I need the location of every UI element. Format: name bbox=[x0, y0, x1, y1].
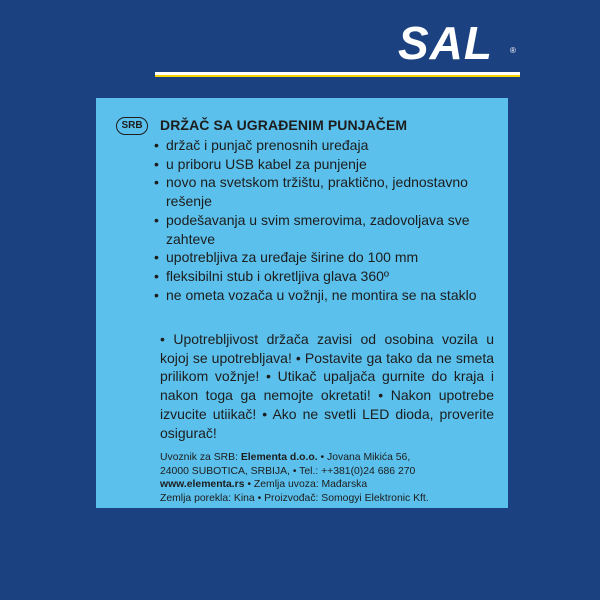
sal-logo bbox=[398, 18, 520, 68]
feature-item: • novo na svetskom tržištu, praktično, jednostavno rešenje bbox=[154, 173, 494, 210]
importer-line-1 bbox=[160, 451, 500, 465]
feature-item: • podešavanja u svim smerovima, zadovoljava sve zahteve bbox=[154, 211, 494, 248]
feature-item: • držač i punjač prenosnih uređaja bbox=[154, 136, 494, 155]
usage-warning: • Upotrebljivost držača zavisi od osobina vozila u kojoj se upotrebljava! • Postavite ga tako da ne smeta prilikom vožnje! • Utikač upaljača gurnite do kraja i nakon toga ga nemojte okretati! • Nakon upotrebe izvucite utiikač! • Ako ne svetli LED dioda, proverite osigurač! bbox=[160, 331, 494, 441]
importer-address: • Jovana Mikića 56, bbox=[317, 452, 411, 463]
product-label-panel bbox=[96, 98, 508, 508]
importer-info bbox=[160, 451, 500, 505]
importer-website: www.elementa.rs bbox=[160, 479, 245, 491]
registered-mark: ® bbox=[510, 46, 516, 55]
feature-item: • ne ometa vozača u vožnji, ne montira se na staklo bbox=[154, 286, 494, 305]
header-rule-yellow bbox=[155, 75, 520, 77]
sal-logo-text: SAL bbox=[398, 17, 493, 69]
importer-prefix: Uvoznik za SRB: bbox=[160, 452, 241, 463]
feature-item: • fleksibilni stub i okretljiva glava 360º bbox=[154, 267, 494, 286]
product-title: DRŽAČ SA UGRAĐENIM PUNJAČEM bbox=[160, 117, 408, 133]
import-country: • Zemlja uvoza: Mađarska bbox=[244, 479, 368, 491]
country-badge: SRB bbox=[116, 117, 148, 135]
importer-line-2: 24000 SUBOTICA, SRBIJA, • Tel.: ++381(0)24 686 270 bbox=[160, 465, 416, 477]
importer-line-4: Zemlja porekla: Kina • Proizvođač: Somogyi Elektronic Kft. bbox=[160, 492, 429, 504]
feature-item: • upotrebljiva za uređaje širine do 100 mm bbox=[154, 248, 494, 267]
feature-list bbox=[154, 136, 494, 304]
importer-company: Elementa d.o.o. bbox=[240, 452, 318, 463]
feature-item: • u priboru USB kabel za punjenje bbox=[154, 155, 494, 174]
importer-line-3 bbox=[160, 478, 500, 492]
